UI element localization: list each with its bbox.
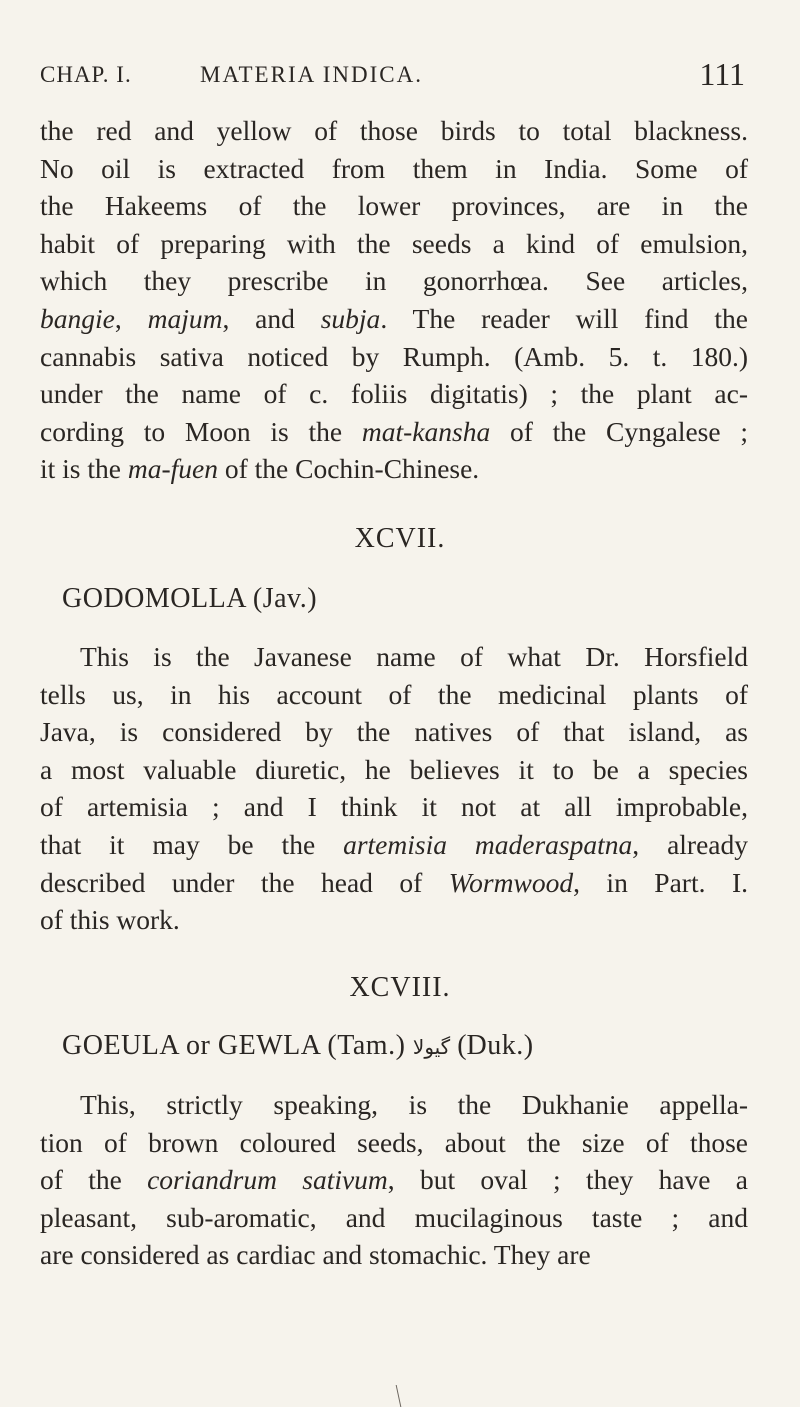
heading-suffix-text: (Duk.): [457, 1030, 534, 1061]
text-line: a most valuable diuretic, he believes it to be a species: [40, 753, 748, 785]
running-title: MATERIA INDICA.: [200, 62, 423, 87]
italic-term: coriandrum sativum: [147, 1164, 388, 1196]
text-line: Java, is considered by the natives of that island, as: [40, 716, 748, 748]
italic-term: bangie: [40, 302, 115, 334]
italic-term: mat-kansha: [361, 415, 491, 447]
text-line: under the name of c. foliis digitatis) ; the plant ac-: [40, 378, 748, 410]
text-line: This, strictly speaking, is the Dukhanie appella-: [80, 1089, 748, 1120]
text-segment: of the Cochin-Chinese.: [217, 453, 480, 485]
chapter-label: CHAP. I.: [40, 62, 132, 87]
text-segment: that it may be the: [40, 828, 344, 860]
text-line: [40, 826, 748, 864]
text-segment: of the: [40, 1164, 148, 1196]
paragraph-goeula: [40, 1086, 748, 1274]
italic-term: subja: [320, 302, 381, 334]
text-segment: , already: [632, 828, 749, 860]
text-line: This is the Javanese name of what Dr. Horsfield: [80, 641, 748, 672]
paragraph-continuation: [40, 112, 748, 488]
text-line: No oil is extracted from them in India. Some of: [40, 152, 748, 184]
text-segment: , in Part. I.: [573, 866, 748, 898]
section-number-xcvii: XCVII.: [354, 523, 446, 554]
italic-term: ma-fuen: [127, 453, 218, 485]
running-header: [40, 56, 745, 102]
stray-mark: [396, 1385, 405, 1407]
text-line: habit of preparing with the seeds a kind of emulsion,: [40, 227, 748, 259]
text-line: [40, 864, 748, 902]
text-line: which they prescribe in gonorrhœa. See articles,: [40, 265, 748, 297]
text-segment: of the Cyngalese ;: [490, 415, 748, 447]
text-line: of this work.: [40, 904, 180, 936]
entry-heading-goeula: [62, 1030, 533, 1062]
text-line: [40, 1161, 748, 1199]
text-line: pleasant, sub-aromatic, and mucilaginous taste ; and: [40, 1201, 748, 1233]
text-line: [40, 413, 748, 451]
text-line: the Hakeems of the lower provinces, are in the: [40, 190, 748, 222]
text-segment: , and: [222, 302, 321, 334]
italic-term: majum: [147, 302, 223, 334]
paragraph-godomolla: [40, 638, 748, 939]
text-line: cannabis sativa noticed by Rumph. (Amb. 5. t. 180.): [40, 340, 748, 372]
heading-arabic-text: ﮔﻴﻮﻻ: [412, 1035, 451, 1059]
text-segment: described under the head of: [40, 866, 449, 898]
page-number: 111: [699, 56, 745, 92]
text-segment: cording to Moon is the: [40, 415, 362, 447]
text-segment: , but oval ; they have a: [387, 1164, 748, 1196]
text-line: of artemisia ; and I think it not at all improbable,: [40, 791, 748, 823]
text-line: tells us, in his account of the medicinal plants of: [40, 678, 748, 710]
section-number-xcviii: XCVIII.: [349, 972, 451, 1003]
text-segment: . The reader will find the: [380, 302, 748, 334]
heading-main-text: GOEULA or GEWLA (Tam.): [62, 1030, 406, 1061]
text-line: tion of brown coloured seeds, about the size of those: [40, 1126, 748, 1158]
text-segment: it is the: [40, 453, 128, 485]
text-segment: ,: [114, 302, 148, 334]
italic-term: Wormwood: [448, 866, 574, 898]
italic-term: artemisia maderaspatna: [343, 828, 633, 860]
text-line: are considered as cardiac and stomachic. They are: [40, 1239, 591, 1271]
text-line: the red and yellow of those birds to total blackness.: [40, 115, 748, 146]
text-line: [40, 450, 748, 488]
entry-heading-godomolla: GODOMOLLA (Jav.): [62, 583, 318, 614]
text-line: [40, 300, 748, 338]
